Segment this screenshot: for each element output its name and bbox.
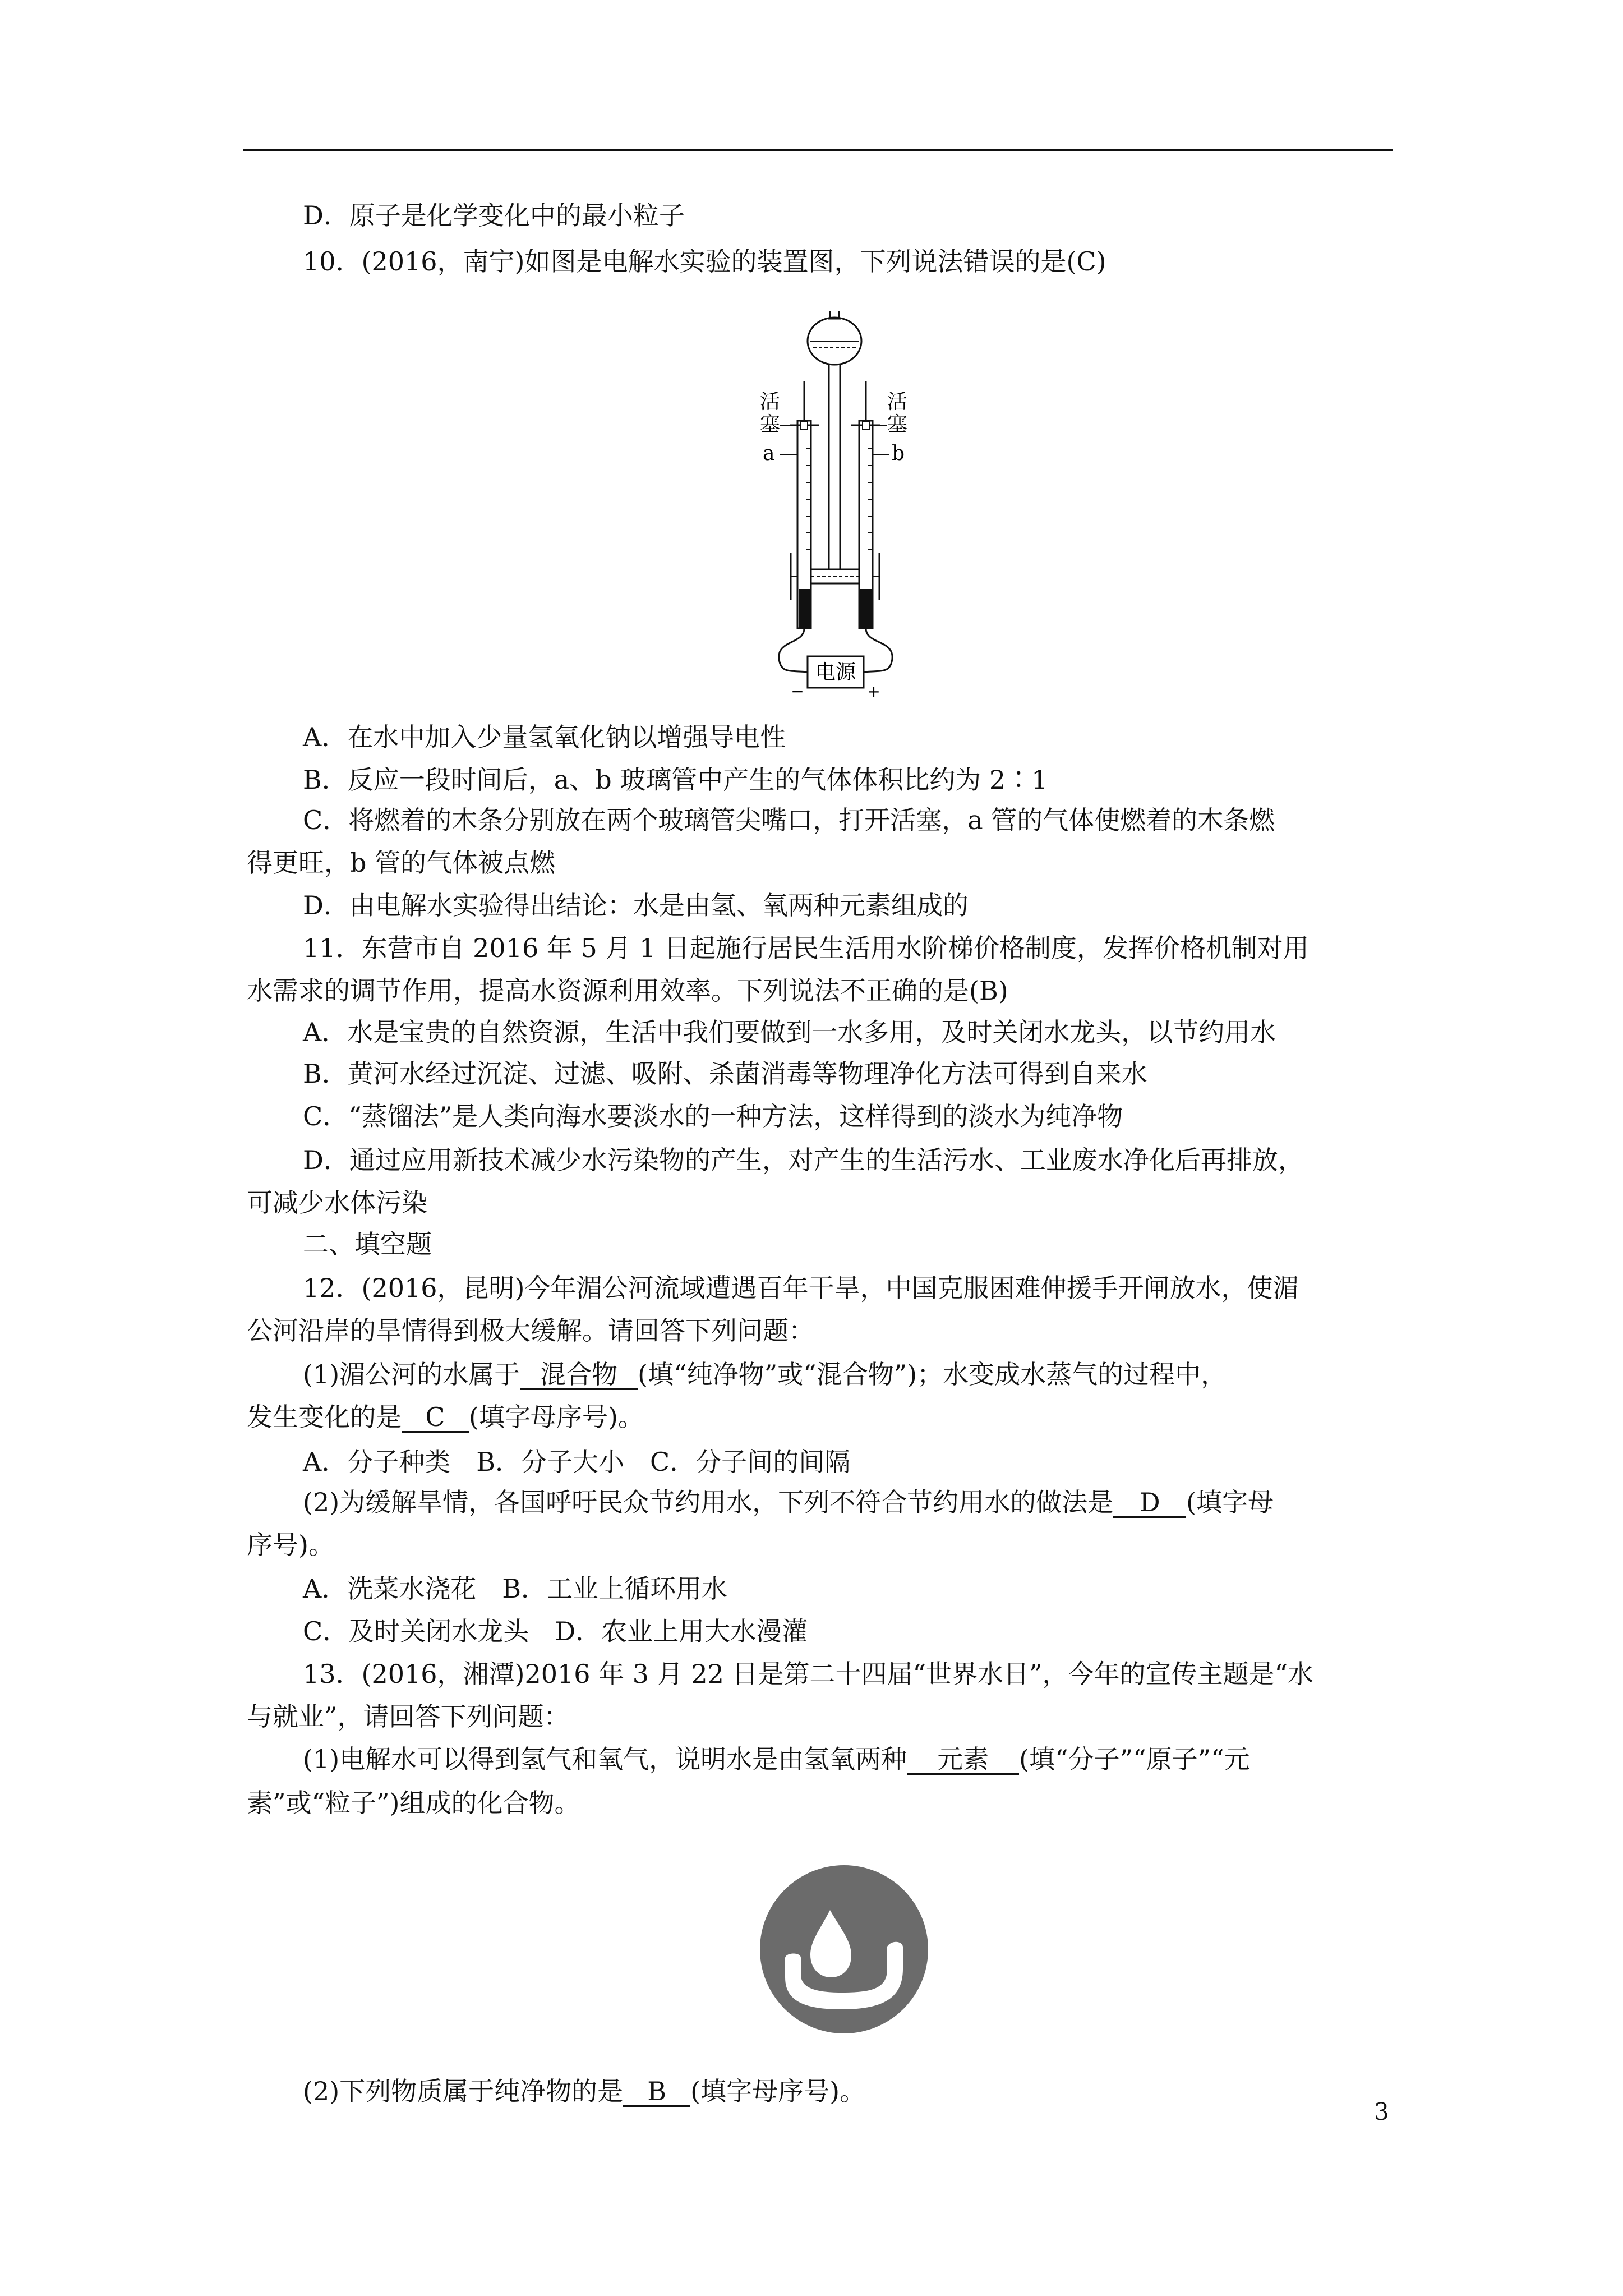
q11-option-a: A．水是宝贵的自然资源，生活中我们要做到一水多用，及时关闭水龙头，以节约用水	[303, 1017, 1276, 1047]
q10-option-c: C．将燃着的木条分别放在两个玻璃管尖嘴口，打开活塞，a 管的气体使燃着的木条燃	[303, 805, 1275, 835]
q11-option-b: B．黄河水经过沉淀、过滤、吸附、杀菌消毒等物理净化方法可得到自来水	[303, 1059, 1147, 1089]
q10-answer: C	[1076, 246, 1096, 277]
q11-answer: B	[979, 976, 998, 1006]
q12-part2-line1: (2)为缓解旱情，各国呼吁民众节约用水，下列不符合节约用水的做法是 D (填字母	[303, 1487, 1274, 1517]
q11-option-d-cont: 可减少水体污染	[247, 1188, 427, 1218]
q13-part1-line1: (1)电解水可以得到氢气和氧气，说明水是由氢氧两种 元素 (填“分子”“原子”“元	[303, 1744, 1250, 1774]
q11-stem-line1: 11．东营市自 2016 年 5 月 1 日起施行居民生活用水阶梯价格制度，发挥价格机制对用	[303, 933, 1309, 963]
stopcock-right-label-1: 活	[887, 390, 908, 413]
power-label: 电源	[815, 661, 856, 684]
q12-stem-line2: 公河沿岸的旱情得到极大缓解。请回答下列问题：	[247, 1315, 814, 1346]
q12-part2-options-2: C．及时关闭水龙头 D．农业上用大水漫灌	[303, 1616, 808, 1646]
q12-part1-line2: 发生变化的是 C (填字母序号)。	[247, 1402, 644, 1432]
minus-label: −	[791, 682, 804, 701]
q11-stem-line2: 水需求的调节作用，提高水资源利用效率。下列说法不正确的是(B)	[247, 976, 1008, 1006]
electrode-right	[860, 589, 872, 628]
q11-option-d: D．通过应用新技术减少水污染物的产生，对产生的生活污水、工业废水净化后再排放，	[303, 1145, 1304, 1175]
stopcock-left-label-2: 塞	[760, 413, 781, 436]
q10-stem: 10．(2016，南宁)如图是电解水实验的装置图，下列说法错误的是(C)	[303, 246, 1106, 277]
q10-option-d: D．由电解水实验得出结论：水是由氢、氧两种元素组成的	[303, 890, 969, 921]
q13-part1-line2: 素”或“粒子”)组成的化合物。	[247, 1788, 580, 1818]
q13-part2-line: (2)下列物质属于纯净物的是 B (填字母序号)。	[303, 2076, 866, 2106]
q12-part1-options: A．分子种类 B．分子大小 C．分子间的间隔	[303, 1447, 851, 1477]
q12-part1-line1: (1)湄公河的水属于 混合物 (填“纯净物”或“混合物”)；水变成水蒸气的过程中，	[303, 1359, 1227, 1389]
q13-stem-line1: 13．(2016，湘潭)2016 年 3 月 22 日是第二十四届“世界水日”，今年的宣传主题是“水	[303, 1659, 1314, 1689]
tube-a-label: a	[763, 442, 775, 465]
q12-answer-1: 混合物	[520, 1360, 638, 1390]
electrolysis-apparatus-figure	[729, 297, 931, 701]
q10-option-a: A．在水中加入少量氢氧化钠以增强导电性	[303, 722, 786, 752]
q12-part2-line2: 序号)。	[247, 1530, 334, 1560]
q12-part2-options-1: A．洗菜水浇花 B．工业上循环用水	[303, 1573, 728, 1604]
q11-option-c: C．“蒸馏法”是人类向海水要淡水的一种方法，这样得到的淡水为纯净物	[303, 1101, 1123, 1131]
q10-option-c-cont: 得更旺，b 管的气体被点燃	[247, 848, 556, 878]
electrode-left	[799, 589, 810, 628]
q12-stem-line1: 12．(2016，昆明)今年湄公河流域遭遇百年干旱，中国克服困难伸援手开闸放水，使湄	[303, 1273, 1299, 1303]
stopcock-left-label-1: 活	[760, 390, 781, 413]
q9-option-d: D．原子是化学变化中的最小粒子	[303, 200, 685, 231]
q13-answer-1: 元素	[907, 1745, 1019, 1775]
q12-answer-3: D	[1113, 1488, 1186, 1518]
tube-b-label: b	[892, 442, 905, 465]
section-heading-fill-in: 二、填空题	[303, 1229, 432, 1259]
plus-label: +	[867, 682, 880, 701]
q13-stem-line2: 与就业”，请回答下列问题：	[247, 1701, 570, 1732]
q12-answer-2: C	[402, 1403, 469, 1433]
q13-answer-2: B	[623, 2077, 690, 2107]
world-water-day-logo	[757, 1862, 931, 2036]
header-rule	[243, 149, 1393, 151]
stopcock-right-label-2: 塞	[887, 413, 908, 436]
q10-option-b: B．反应一段时间后，a、b 玻璃管中产生的气体体积比约为 2∶1	[303, 765, 1048, 795]
page-number: 3	[1374, 2098, 1389, 2125]
